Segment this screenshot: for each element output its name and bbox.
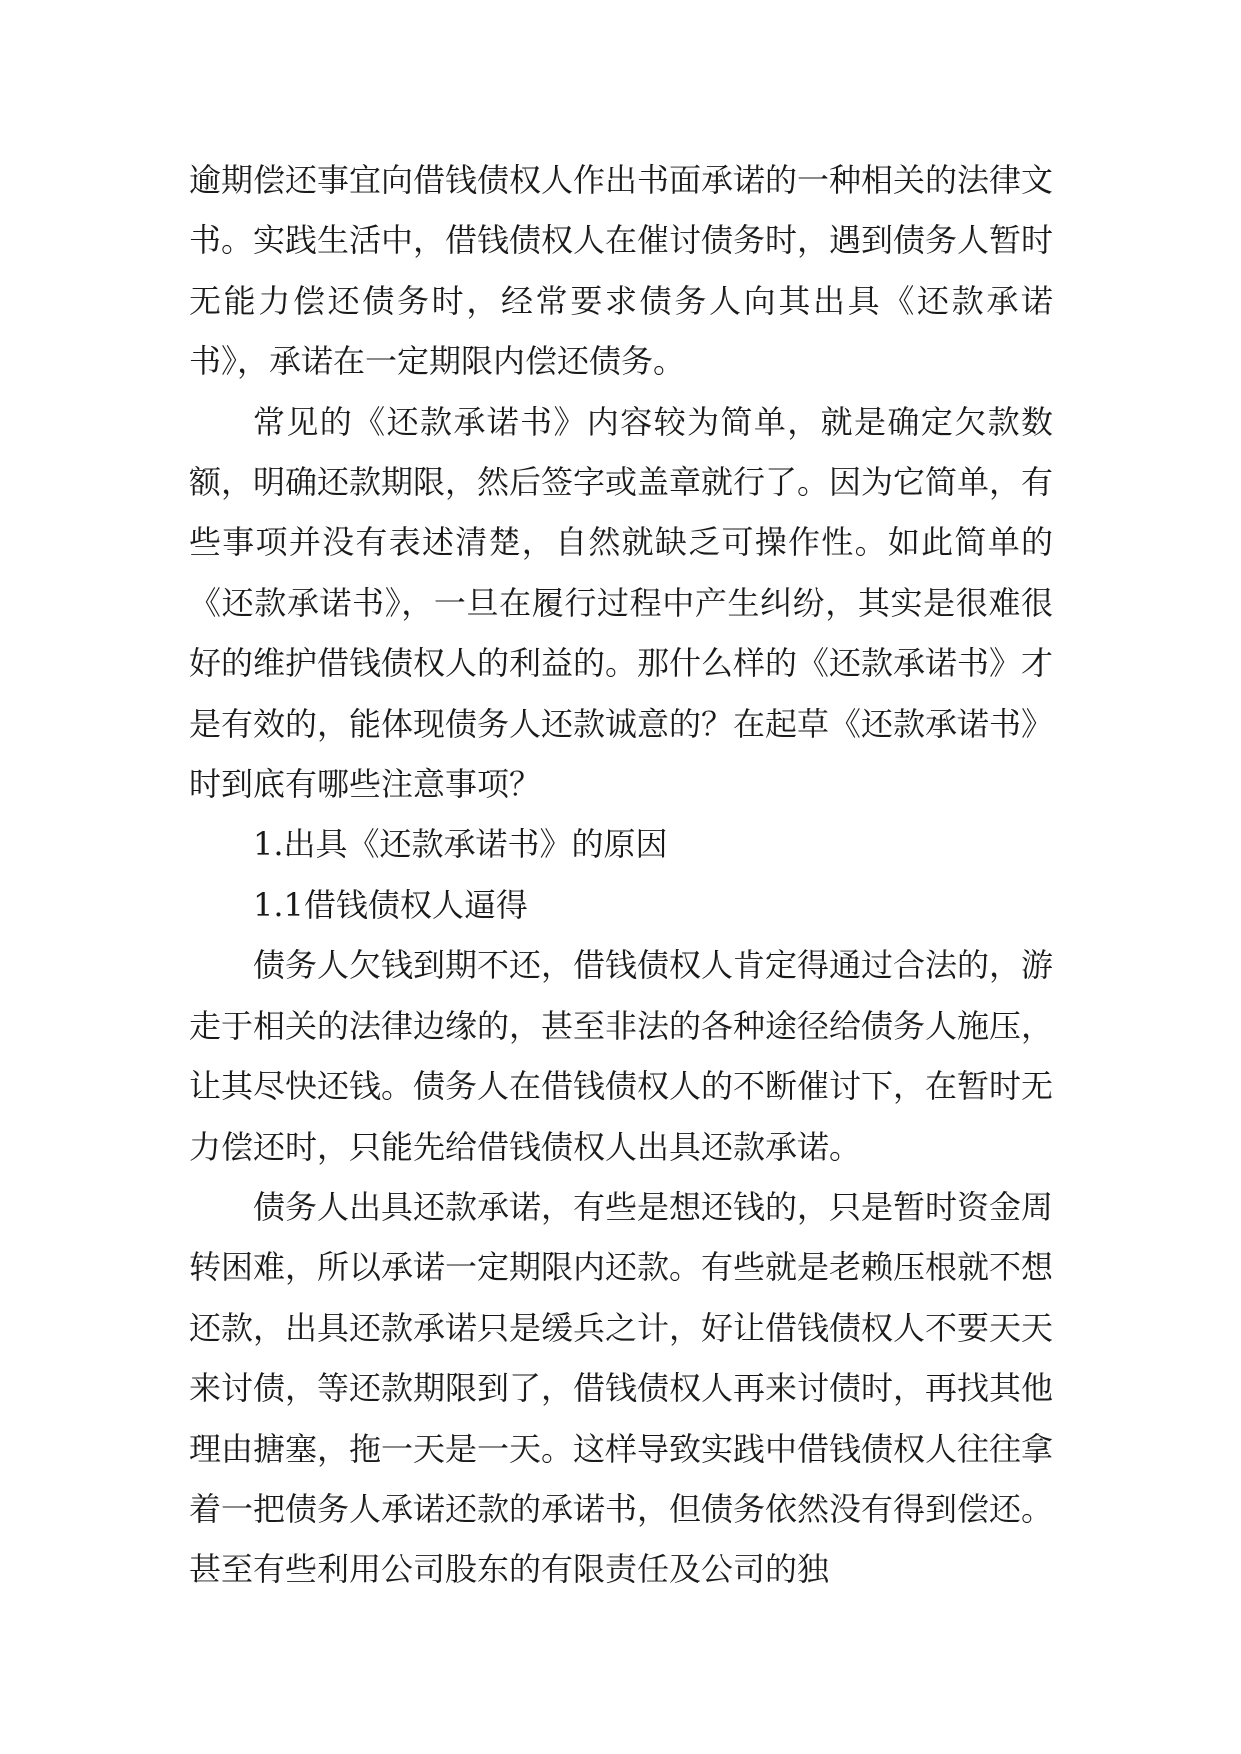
paragraph-debtor-pressure: 债务人欠钱到期不还，借钱债权人肯定得通过合法的，游走于相关的法律边缘的，甚至非法的各种途径给债务人施压，让其尽快还钱。债务人在借钱债权人的不断催讨下，在暂时无力偿还时，只能先给借钱债权人出具还款承诺。 [189, 946, 1054, 1166]
paragraph-continuation: 逾期偿还事宜向借钱债权人作出书面承诺的一种相关的法律文书。实践生活中，借钱债权人在催讨债务时，遇到债务人暂时无能力偿还债务时，经常要求债务人向其出具《还款承诺书》，承诺在一定期限内偿还债务。 [189, 161, 1054, 381]
subsection-heading-creditor-pressure: 1.1借钱债权人逼得 [253, 885, 528, 924]
paragraph-common-content: 常见的《还款承诺书》内容较为简单，就是确定欠款数额，明确还款期限，然后签字或盖章就行了。因为它简单，有些事项并没有表述清楚，自然就缺乏可操作性。如此简单的《还款承诺书》，一旦在履行过程中产生纠纷，其实是很难很好的维护借钱债权人的利益的。那什么样的《还款承诺书》才是有效的，能体现债务人还款诚意的？在起草《还款承诺书》时到底有哪些注意事项？ [189, 402, 1054, 804]
document-body [189, 150, 1053, 1600]
paragraph-debtor-motives: 债务人出具还款承诺，有些是想还钱的，只是暂时资金周转困难，所以承诺一定期限内还款。有些就是老赖压根就不想还款，出具还款承诺只是缓兵之计，好让借钱债权人不要天天来讨债，等还款期限到了，借钱债权人再来讨债时，再找其他理由搪塞，拖一天是一天。这样导致实践中借钱债权人往往拿着一把债务人承诺还款的承诺书，但债务依然没有得到偿还。甚至有些利用公司股东的有限责任及公司的独 [189, 1187, 1054, 1589]
section-heading-reasons: 1.出具《还款承诺书》的原因 [253, 825, 668, 864]
